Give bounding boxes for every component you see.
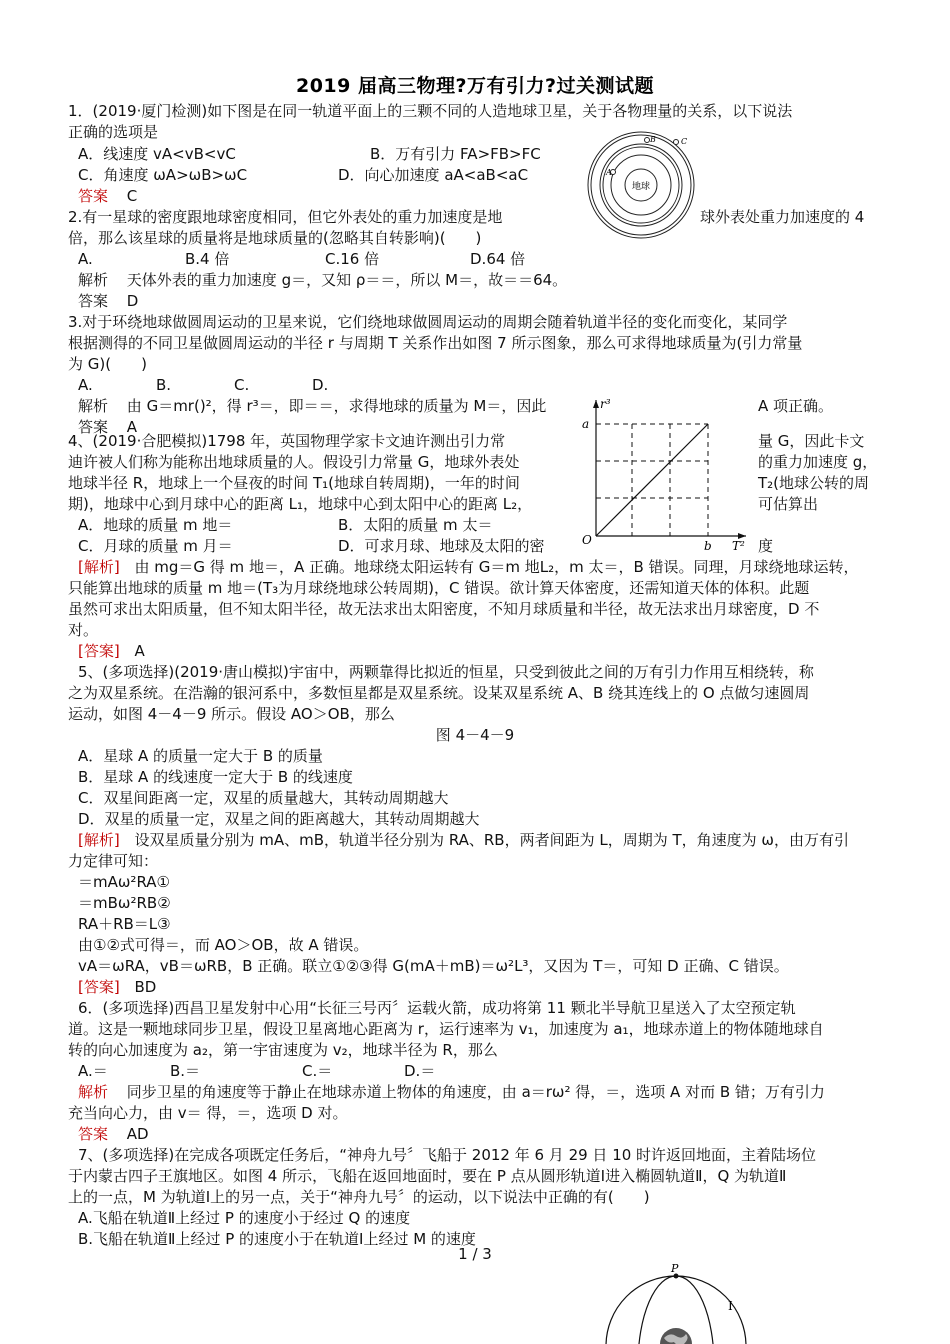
q1-answer-label: 答案 bbox=[78, 187, 109, 205]
satellite-c-label: C bbox=[681, 137, 688, 146]
q5-option-a: A．星球 A 的质量一定大于 B 的质量 bbox=[78, 747, 323, 765]
q2-option-c: C.16 倍 bbox=[325, 250, 380, 268]
satellite-b bbox=[645, 138, 650, 143]
q3-option-d: D. bbox=[312, 376, 329, 394]
q4-line1: 4、(2019·合肥模拟)1798 年，英国物理学家卡文迪许测出引力常 bbox=[68, 432, 506, 450]
q4-line3-end: T₂(地球公转的周 bbox=[758, 474, 870, 492]
q3-stem-line1: 3.对于环绕地球做圆周运动的卫星来说，它们绕地球做圆周运动的周期会随着轨道半径的变化而变化，某同学 bbox=[68, 313, 788, 331]
q4-option-d-end: 度 bbox=[758, 537, 774, 555]
y-axis-label: r³ bbox=[600, 397, 611, 411]
q3-analysis-label: 解析 bbox=[78, 397, 109, 415]
q5-figure-caption: 图 4－4－9 bbox=[435, 726, 515, 744]
q7-option-a: A.飞船在轨道Ⅱ上经过 P 的速度小于经过 Q 的速度 bbox=[78, 1209, 411, 1227]
q1-orbit-figure bbox=[586, 130, 696, 240]
q3-stem-line3: 为 G)( ) bbox=[68, 355, 147, 373]
q7-line2: 于内蒙古四子王旗地区。如图 4 所示，飞船在返回地面时，要在 P 点从圆形轨道Ⅰ进入椭圆轨道Ⅱ，Q 为轨道Ⅱ bbox=[68, 1167, 787, 1185]
q5-option-d: D．双星的质量一定，双星之间的距离越大，其转动周期越大 bbox=[78, 810, 480, 828]
q2-answer-label: 答案 bbox=[78, 292, 109, 310]
q5-analysis-line1: 设双星质量分别为 mA、mB，轨道半径分别为 RA、RB，两者间距为 L，周期为 T，角速度为 ω，由万有引 bbox=[134, 831, 849, 849]
q5-line1: 5、(多项选择)(2019·唐山模拟)宇宙中，两颗靠得比拟近的恒星，只受到彼此之间的万有引力作用互相绕转，称 bbox=[78, 663, 814, 681]
q4-option-c: C．月球的质量 m 月＝ bbox=[78, 537, 233, 555]
q6-line3: 转的向心加速度为 a₂，第一宇宙速度为 v₂，地球半径为 R，那么 bbox=[68, 1041, 498, 1059]
q5-option-b: B．星球 A 的线速度一定大于 B 的线速度 bbox=[78, 768, 353, 786]
q1-option-d: D．向心加速度 aA<aB<aC bbox=[338, 166, 529, 184]
q2-stem-line1: 2.有一星球的密度跟地球密度相同，但它外表处的重力加速度是地 bbox=[68, 208, 503, 226]
page-title: 2019 届高三物理?万有引力?过关测试题 bbox=[295, 75, 655, 97]
q5-equation-1: ＝mAω²RA① bbox=[78, 873, 170, 891]
q2-stem-line2: 倍，那么该星球的质量将是地球质量的(忽略其自转影响)( ) bbox=[68, 229, 482, 247]
q7-line3: 上的一点，M 为轨道Ⅰ上的另一点，关于“神舟九号〞的运动，以下说法中正确的有( ) bbox=[68, 1188, 650, 1206]
q3-answer: A bbox=[126, 418, 138, 436]
q3-analysis: 由 G＝mr()²，得 r³＝，即＝＝，求得地球的质量为 M＝，因此 bbox=[126, 397, 547, 415]
data-line bbox=[596, 424, 708, 536]
point-p-label: P bbox=[671, 1264, 679, 1275]
q5-answer-label: [答案] bbox=[78, 978, 120, 996]
q4-analysis-line1: 由 mg＝G 得 m 地＝，A 正确。地球绕太阳运转有 G＝m 地L₂，m 太＝，B 错误。同理，月球绕地球运转， bbox=[134, 558, 859, 576]
q5-analysis-line2: 力定律可知： bbox=[68, 852, 159, 870]
q6-option-d: D.＝ bbox=[404, 1062, 436, 1080]
q5-analysis-label: [解析] bbox=[78, 831, 120, 849]
q5-equation-2: ＝mBω²RB② bbox=[78, 894, 171, 912]
q1-option-b: B．万有引力 FA>FB>FC bbox=[370, 145, 541, 163]
q4-line1-end: 量 G，因此卡文 bbox=[758, 432, 865, 450]
q2-option-a: A. bbox=[78, 250, 93, 268]
b-tick-label: b bbox=[704, 539, 712, 552]
q1-option-a: A．线速度 vA<vB<vC bbox=[78, 145, 236, 163]
q1-answer: C bbox=[126, 187, 138, 205]
q5-equation-4: 由①②式可得＝，而 AO＞OB，故 A 错误。 bbox=[78, 936, 369, 954]
q6-line1: 6．(多项选择)西昌卫星发射中心用“长征三号丙〞运载火箭，成功将第 11 颗北半导航卫星送入了太空预定轨 bbox=[78, 999, 796, 1017]
satellite-c bbox=[674, 140, 679, 145]
q6-option-c: C.＝ bbox=[302, 1062, 333, 1080]
q7-line1: 7、(多项选择)在完成各项既定任务后，“神舟九号〞飞船于 2012 年 6 月 29 日 10 时许返回地面，主着陆场位 bbox=[78, 1146, 817, 1164]
q6-line2: 道。这是一颗地球同步卫星，假设卫星离地心距离为 r，运行速率为 v₁，加速度为 a₁，地球赤道上的物体随地球自 bbox=[68, 1020, 824, 1038]
q3-r3-t2-graph bbox=[572, 394, 752, 552]
origin-label: O bbox=[582, 533, 592, 547]
q2-analysis: 天体外表的重力加速度 g＝，又知 ρ＝＝，所以 M＝，故＝＝64。 bbox=[126, 271, 568, 289]
q3-stem-line2: 根据测得的不同卫星做圆周运动的半径 r 与周期 T 关系作出如图 7 所示图象，那么可求得地球质量为(引力常量 bbox=[68, 334, 803, 352]
y-axis-arrow bbox=[593, 400, 599, 408]
q2-option-d: D.64 倍 bbox=[470, 250, 526, 268]
q4-line2-end: 的重力加速度 g， bbox=[758, 453, 878, 471]
q4-analysis-line3: 虽然可求出太阳质量，但不知太阳半径，故无法求出太阳密度，不知月球质量和半径，故无法求出月球密度，D 不 bbox=[68, 600, 820, 618]
x-axis-label: T² bbox=[732, 539, 745, 552]
q6-option-a: A.＝ bbox=[78, 1062, 108, 1080]
q4-line4-end: 可估算出 bbox=[758, 495, 819, 513]
satellite-a-label: A bbox=[606, 168, 612, 177]
q4-answer-label: [答案] bbox=[78, 642, 120, 660]
q5-equation-5: vA＝ωRA，vB＝ωRB，B 正确。联立①②③得 G(mA＋mB)＝ω²L³，又因为 T＝，可知 D 正确、C 错误。 bbox=[78, 957, 789, 975]
q4-line2: 迪许被人们称为能称出地球质量的人。假设引力常量 G，地球外表处 bbox=[68, 453, 520, 471]
q4-line4: 期)，地球中心到月球中心的距离 L₁，地球中心到太阳中心的距离 L₂， bbox=[68, 495, 533, 513]
satellite-b-label: B bbox=[650, 135, 656, 144]
q4-option-b: B．太阳的质量 m 太＝ bbox=[338, 516, 493, 534]
q4-analysis-label: [解析] bbox=[78, 558, 120, 576]
q4-option-d: D．可求月球、地球及太阳的密 bbox=[338, 537, 545, 555]
q6-analysis-label: 解析 bbox=[78, 1083, 109, 1101]
q5-answer: BD bbox=[134, 978, 157, 996]
q6-answer-label: 答案 bbox=[78, 1125, 109, 1143]
q4-analysis-line2: 只能算出地球的质量 m 地＝(T₃为月球绕地球公转周期)，C 错误。欲计算天体密度，还需知道天体的体积。此题 bbox=[68, 579, 810, 597]
a-tick-label: a bbox=[582, 417, 590, 431]
q2-answer: D bbox=[126, 292, 139, 310]
q3-analysis-end: A 项正确。 bbox=[758, 397, 834, 415]
q2-stem-line1-end: 球外表处重力加速度的 4 bbox=[700, 208, 865, 226]
q5-line3: 运动，如图 4－4－9 所示。假设 AO＞OB，那么 bbox=[68, 705, 395, 723]
q3-option-a: A. bbox=[78, 376, 93, 394]
q5-line2: 之为双星系统。在浩瀚的银河系中，多数恒星都是双星系统。设某双星系统 A、B 绕其连线上的 O 点做匀速圆周 bbox=[68, 684, 810, 702]
q2-analysis-label: 解析 bbox=[78, 271, 109, 289]
q6-analysis-line2: 充当向心力，由 v＝ 得，＝，选项 D 对。 bbox=[68, 1104, 348, 1122]
q6-analysis-line1: 同步卫星的角速度等于静止在地球赤道上物体的角速度，由 a＝rω² 得，＝，选项 A 对而 B 错；万有引力 bbox=[126, 1083, 825, 1101]
q3-answer-label: 答案 bbox=[78, 418, 109, 436]
q1-option-c: C．角速度 ωA>ωB>ωC bbox=[78, 166, 248, 184]
q7-option-b: B.飞船在轨道Ⅱ上经过 P 的速度小于在轨道Ⅰ上经过 M 的速度 bbox=[78, 1230, 476, 1248]
q2-option-b: B.4 倍 bbox=[185, 250, 230, 268]
q7-orbit-figure bbox=[600, 1264, 760, 1344]
q1-stem-line1: 1．(2019·厦门检测)如下图是在同一轨道平面上的三颗不同的人造地球卫星，关于各物理量的关系，以下说法 bbox=[68, 102, 793, 120]
q1-stem-line2: 正确的选项是 bbox=[68, 123, 159, 141]
earth-label: 地球 bbox=[631, 182, 651, 192]
q4-option-a: A．地球的质量 m 地＝ bbox=[78, 516, 233, 534]
q4-line3: 地球半径 R，地球上一个昼夜的时间 T₁(地球自转周期)，一年的时间 bbox=[68, 474, 520, 492]
q3-option-b: B. bbox=[156, 376, 172, 394]
q6-option-b: B.＝ bbox=[170, 1062, 201, 1080]
q4-analysis-line4: 对。 bbox=[68, 621, 99, 639]
orbit-1-label: Ⅰ bbox=[728, 1299, 733, 1313]
q3-option-c: C. bbox=[234, 376, 250, 394]
q4-answer: A bbox=[134, 642, 145, 660]
q5-option-c: C．双星间距离一定，双星的质量越大，其转动周期越大 bbox=[78, 789, 449, 807]
q6-answer: AD bbox=[126, 1125, 149, 1143]
q5-equation-3: RA＋RB＝L③ bbox=[78, 915, 171, 933]
page-number: 1 / 3 bbox=[458, 1245, 492, 1263]
